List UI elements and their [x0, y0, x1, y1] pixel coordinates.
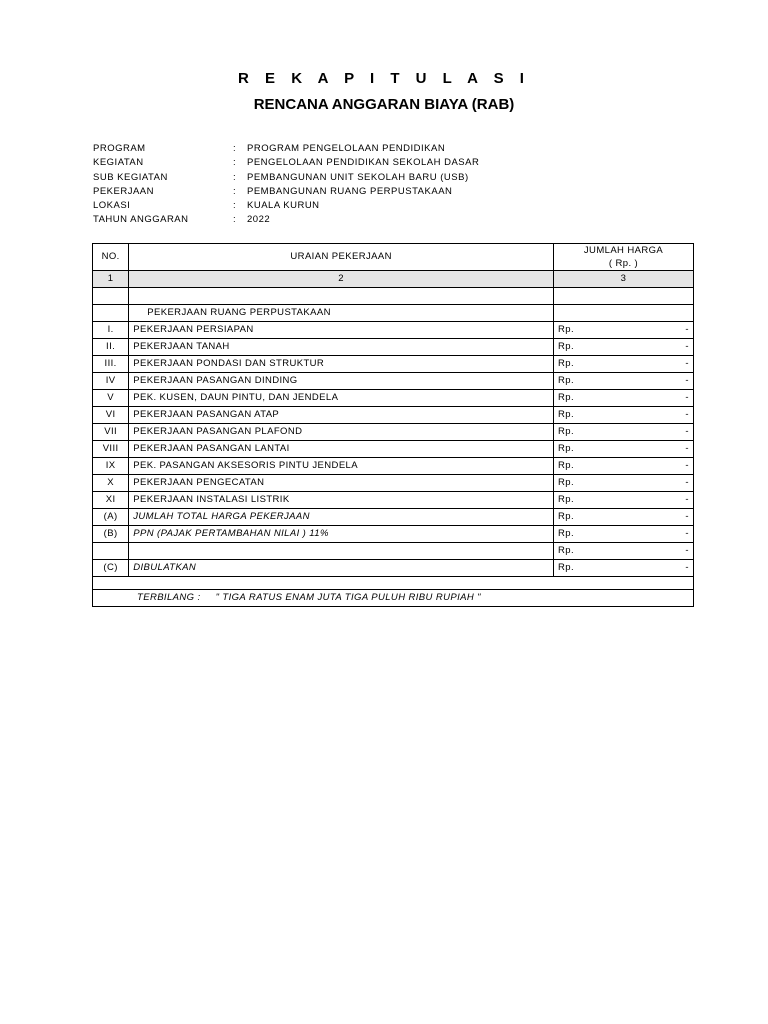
- meta-row-sub-kegiatan: [93, 171, 479, 185]
- item-amount: [554, 424, 694, 441]
- item-no: I.: [93, 322, 129, 339]
- item-desc: PEKERJAAN PASANGAN ATAP: [129, 407, 554, 424]
- rab-table: [92, 243, 694, 607]
- amount-value: -: [685, 324, 689, 335]
- meta-row-kegiatan: [93, 156, 479, 170]
- amount-value: -: [685, 341, 689, 352]
- currency-label: Rp.: [558, 341, 575, 352]
- currency-label: Rp.: [558, 494, 575, 505]
- item-no: X: [93, 475, 129, 492]
- rounded-label: DIBULATKAN: [129, 560, 554, 577]
- item-desc: PEK. PASANGAN AKSESORIS PINTU JENDELA: [129, 458, 554, 475]
- item-no: VI: [93, 407, 129, 424]
- item-amount: [554, 322, 694, 339]
- meta-colon: :: [233, 157, 237, 169]
- rounded-amount: [554, 560, 694, 577]
- currency-label: Rp.: [558, 324, 575, 335]
- currency-label: Rp.: [558, 375, 575, 386]
- amount-value: -: [685, 358, 689, 369]
- amount-value: -: [685, 545, 689, 556]
- terbilang-value: " TIGA RATUS ENAM JUTA TIGA PULUH RIBU RUPIAH ": [215, 592, 481, 603]
- rounded-no: (C): [93, 560, 129, 577]
- subtotal-no: [93, 543, 129, 560]
- meta-colon: :: [233, 200, 237, 212]
- table-header-row: [93, 244, 694, 271]
- meta-label: LOKASI: [93, 200, 131, 212]
- amount-value: -: [685, 392, 689, 403]
- ppn-amount: [554, 526, 694, 543]
- currency-label: Rp.: [558, 545, 575, 556]
- table-row: [93, 356, 694, 373]
- table-row: [93, 373, 694, 390]
- item-desc: PEKERJAAN PASANGAN DINDING: [129, 373, 554, 390]
- meta-label: PEKERJAAN: [93, 185, 154, 197]
- amount-value: -: [685, 443, 689, 454]
- item-desc: PEKERJAAN PERSIAPAN: [129, 322, 554, 339]
- item-no: VIII: [93, 441, 129, 458]
- section-title: PEKERJAAN RUANG PERPUSTAKAAN: [129, 305, 554, 322]
- ppn-no: (B): [93, 526, 129, 543]
- currency-label: Rp.: [558, 460, 575, 471]
- ppn-row: [93, 526, 694, 543]
- meta-value: 2022: [247, 214, 271, 226]
- rounded-row: [93, 560, 694, 577]
- table-row: [93, 475, 694, 492]
- column-index: 3: [554, 271, 694, 288]
- item-desc: PEKERJAAN PENGECATAN: [129, 475, 554, 492]
- item-amount: [554, 390, 694, 407]
- column-index-row: [93, 271, 694, 288]
- document-subtitle: RENCANA ANGGARAN BIAYA (RAB): [253, 96, 515, 113]
- subtotal-label: [129, 543, 554, 560]
- item-amount: [554, 441, 694, 458]
- meta-value: PEMBANGUNAN UNIT SEKOLAH BARU (USB): [247, 171, 469, 183]
- total-no: (A): [93, 509, 129, 526]
- item-desc: PEKERJAAN PASANGAN PLAFOND: [129, 424, 554, 441]
- meta-colon: :: [233, 214, 237, 226]
- meta-row-tahun-anggaran: [93, 213, 479, 227]
- meta-value: PEMBANGUNAN RUANG PERPUSTAKAAN: [247, 185, 453, 197]
- total-row: [93, 509, 694, 526]
- item-no: XI: [93, 492, 129, 509]
- amount-value: -: [685, 477, 689, 488]
- item-no: IV: [93, 373, 129, 390]
- meta-label: PROGRAM: [93, 143, 146, 154]
- table-row: [93, 441, 694, 458]
- meta-value: KUALA KURUN: [247, 200, 320, 212]
- currency-label: Rp.: [558, 528, 575, 539]
- header-jumlah-unit: ( Rp. ): [608, 258, 639, 269]
- currency-label: Rp.: [558, 358, 575, 369]
- section-no: [93, 305, 129, 322]
- currency-label: Rp.: [558, 392, 575, 403]
- subtotal-amount: [554, 543, 694, 560]
- meta-colon: :: [233, 171, 237, 183]
- item-desc: PEK. KUSEN, DAUN PINTU, DAN JENDELA: [129, 390, 554, 407]
- item-amount: [554, 373, 694, 390]
- table-row: [93, 458, 694, 475]
- section-row: [93, 305, 694, 322]
- amount-value: -: [685, 562, 689, 573]
- column-index: 1: [93, 271, 129, 288]
- spacer-row: [93, 577, 694, 590]
- total-amount: [554, 509, 694, 526]
- ppn-label: PPN (PAJAK PERTAMBAHAN NILAI ) 11%: [129, 526, 554, 543]
- amount-value: -: [685, 460, 689, 471]
- meta-row-pekerjaan: [93, 185, 479, 199]
- item-amount: [554, 339, 694, 356]
- terbilang-cell: [93, 590, 694, 607]
- amount-value: -: [685, 426, 689, 437]
- section-amount: [554, 305, 694, 322]
- item-desc: PEKERJAAN INSTALASI LISTRIK: [129, 492, 554, 509]
- header-no: NO.: [93, 244, 129, 271]
- meta-label: KEGIATAN: [93, 157, 144, 169]
- currency-label: Rp.: [558, 426, 575, 437]
- table-row: [93, 492, 694, 509]
- terbilang-row: [93, 590, 694, 607]
- amount-value: -: [685, 375, 689, 386]
- currency-label: Rp.: [558, 562, 575, 573]
- item-no: VII: [93, 424, 129, 441]
- item-amount: [554, 356, 694, 373]
- item-desc: PEKERJAAN PONDASI DAN STRUKTUR: [129, 356, 554, 373]
- document-title: R E K A P I T U L A S I: [238, 70, 530, 87]
- currency-label: Rp.: [558, 443, 575, 454]
- item-no: II.: [93, 339, 129, 356]
- header-jumlah-harga: [554, 244, 694, 271]
- table-row: [93, 322, 694, 339]
- meta-value: PROGRAM PENGELOLAAN PENDIDIKAN: [247, 143, 446, 154]
- currency-label: Rp.: [558, 511, 575, 522]
- item-no: V: [93, 390, 129, 407]
- header-jumlah-label: JUMLAH HARGA: [583, 245, 664, 256]
- total-label: JUMLAH TOTAL HARGA PEKERJAAN: [129, 509, 554, 526]
- item-amount: [554, 492, 694, 509]
- amount-value: -: [685, 494, 689, 505]
- currency-label: Rp.: [558, 477, 575, 488]
- meta-label: SUB KEGIATAN: [93, 171, 168, 183]
- amount-value: -: [685, 409, 689, 420]
- terbilang-label: TERBILANG :: [137, 592, 201, 603]
- table-row: [93, 390, 694, 407]
- meta-row-lokasi: [93, 199, 479, 213]
- item-no: IX: [93, 458, 129, 475]
- item-amount: [554, 407, 694, 424]
- item-desc: PEKERJAAN PASANGAN LANTAI: [129, 441, 554, 458]
- currency-label: Rp.: [558, 409, 575, 420]
- table-row: [93, 407, 694, 424]
- column-index: 2: [129, 271, 554, 288]
- amount-value: -: [685, 511, 689, 522]
- meta-value: PENGELOLAAN PENDIDIKAN SEKOLAH DASAR: [247, 157, 480, 169]
- item-amount: [554, 475, 694, 492]
- subtotal-row: [93, 543, 694, 560]
- meta-row-program: [93, 142, 479, 156]
- amount-value: -: [685, 528, 689, 539]
- item-no: III.: [93, 356, 129, 373]
- meta-label: TAHUN ANGGARAN: [93, 214, 189, 226]
- table-row: [93, 339, 694, 356]
- item-desc: PEKERJAAN TANAH: [129, 339, 554, 356]
- header-uraian: URAIAN PEKERJAAN: [129, 244, 554, 271]
- meta-colon: :: [233, 143, 237, 154]
- item-amount: [554, 458, 694, 475]
- table-row: [93, 424, 694, 441]
- project-info: [93, 142, 479, 228]
- meta-colon: :: [233, 185, 237, 197]
- spacer-row: [93, 288, 694, 305]
